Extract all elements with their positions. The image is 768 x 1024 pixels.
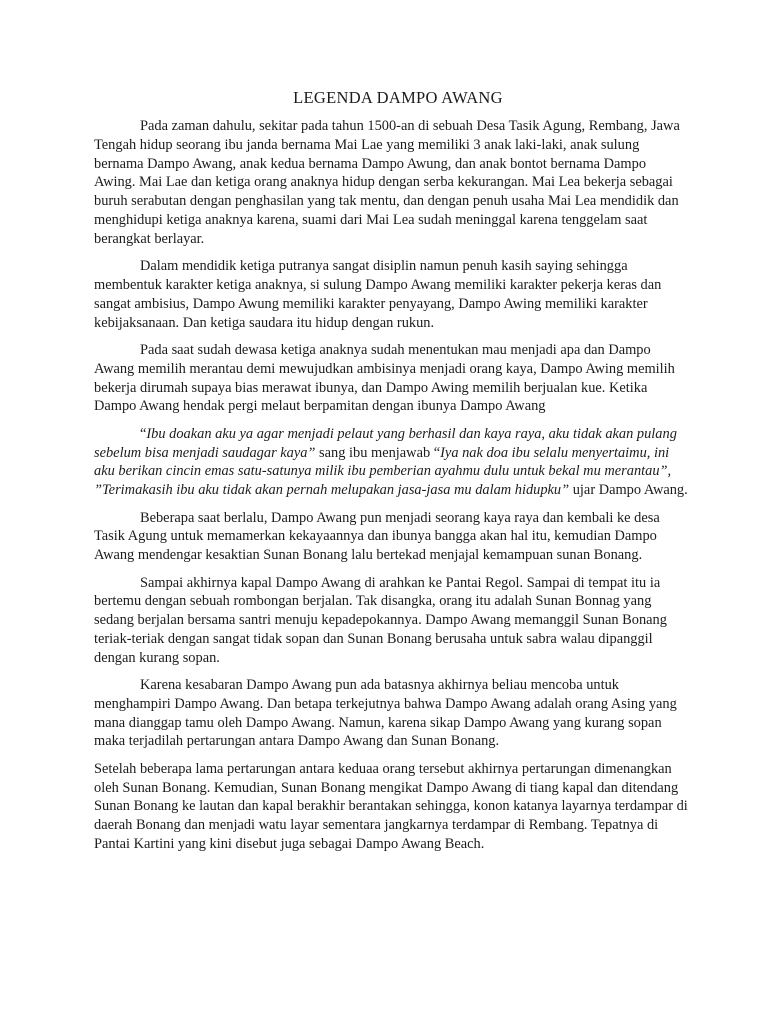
paragraph-1: Pada zaman dahulu, sekitar pada tahun 1500-an di sebuah Desa Tasik Agung, Rembang, Jawa Tengah hidup seorang ibu janda bernama Mai Lae yang memiliki 3 anak laki-laki, anak sulung bernama Dampo Awang, anak kedua bernama Dampo Awung, dan anak bontot bernama Dampo Awing. Mai Lae dan ketiga orang anaknya hidup dengan serba kekurangan. Mai Lea bekerja sebagai buruh serabutan dengan penghasilan yang tak mentu, dan dengan penuh usaha Mai Lea mendidik dan menghidupi ketiga anaknya karena, suami dari Mai Lea sudah meninggal karena tenggelam saat berangkat berlayar. xyxy=(94,118,680,247)
paragraph-4: Beberapa saat berlalu, Dampo Awang pun menjadi seorang kaya raya dan kembali ke desa Tasik Agung untuk memamerkan kekayaannya dan ibunya bangga akan hal itu, kemudian Dampo Awang mendengar kesaktian Sunan Bonang lalu bertekad menjajal kemampuan sunan Bonang. xyxy=(94,509,660,564)
paragraph-5: Sampai akhirnya kapal Dampo Awang di arahkan ke Pantai Regol. Sampai di tempat itu ia bertemu dengan sebuah rombongan berjalan. Tak disangka, orang itu adalah Sunan Bonnag yang sedang berjalan bersama santri menuju kepadepokannya. Dampo Awang memanggil Sunan Bonang teriak-teriak dengan sangat tidak sopan dan Sunan Bonang berusaha untuk sabra walau dipanggil dengan kurang sopan. xyxy=(94,574,667,666)
paragraph-7: Setelah beberapa lama pertarungan antara keduaa orang tersebut akhirnya pertarungan dimenangkan oleh Sunan Bonang. Kemudian, Sunan Bonang mengikat Dampo Awang di tiang kapal dan ditendang Sunan Bonang ke lautan dan kapal berakhir berantakan sehingga, konon katanya layarnya terdampar di daerah Bonang dan menjadi watu layar sementara jangkarnya terdampar di Rembang. Tepatnya di Pantai Kartini yang kini disebut juga sebagai Dampo Awang Beach. xyxy=(94,760,688,853)
quote-paragraph xyxy=(94,425,688,500)
paragraph-3: Pada saat sudah dewasa ketiga anaknya sudah menentukan mau menjadi apa dan Dampo Awang memilih merantau demi mewujudkan ambisinya menjadi orang kaya, Dampo Awing memilih bekerja dirumah supaya bias merawat ibunya, dan Dampo Awing memilih berjualan kue. Ketika Dampo Awang hendak pergi melaut berpamitan dengan ibunya Dampo Awang xyxy=(94,341,675,415)
quote-normal-2: ujar Dampo Awang. xyxy=(569,482,688,499)
quote-normal-1: sang ibu menjawab “ xyxy=(315,444,441,461)
quote-italic-2: Iya nak doa ibu selalu menyertaimu, ini aku berikan cincin emas satu-satunya milik ibu pemberian ayahmu dulu untuk bekal mu merantau”, ”Terimakasih ibu aku tidak akan pernah melupakan jasa-jasa mu dalam hidupku” xyxy=(94,444,672,499)
quote-open-mark: “ xyxy=(140,425,147,442)
quote-italic-1: Ibu doakan aku ya agar menjadi pelaut yang berhasil dan kaya raya, aku tidak akan pulang sebelum bisa menjadi saudagar kaya” xyxy=(94,425,677,461)
document-title: LEGENDA DAMPO AWANG xyxy=(293,88,503,107)
paragraph-6: Karena kesabaran Dampo Awang pun ada batasnya akhirnya beliau mencoba untuk menghampiri Dampo Awang. Dan betapa terkejutnya bahwa Dampo Awang adalah orang Asing yang mana dianggap tamu oleh Dampo Awang. Namun, karena sikap Dampo Awang yang kurang sopan maka terjadilah pertarungan antara Dampo Awang dan Sunan Bonang. xyxy=(94,677,677,750)
paragraph-2: Dalam mendidik ketiga putranya sangat disiplin namun penuh kasih saying sehingga membentuk karakter ketiga anaknya, si sulung Dampo Awang memiliki karakter pekerja keras dan sangat ambisius, Dampo Awung memiliki karakter penyayang, Dampo Awing memiliki karakter kebijaksanaan. Dan ketiga saudara itu hidup dengan rukun. xyxy=(94,258,662,331)
